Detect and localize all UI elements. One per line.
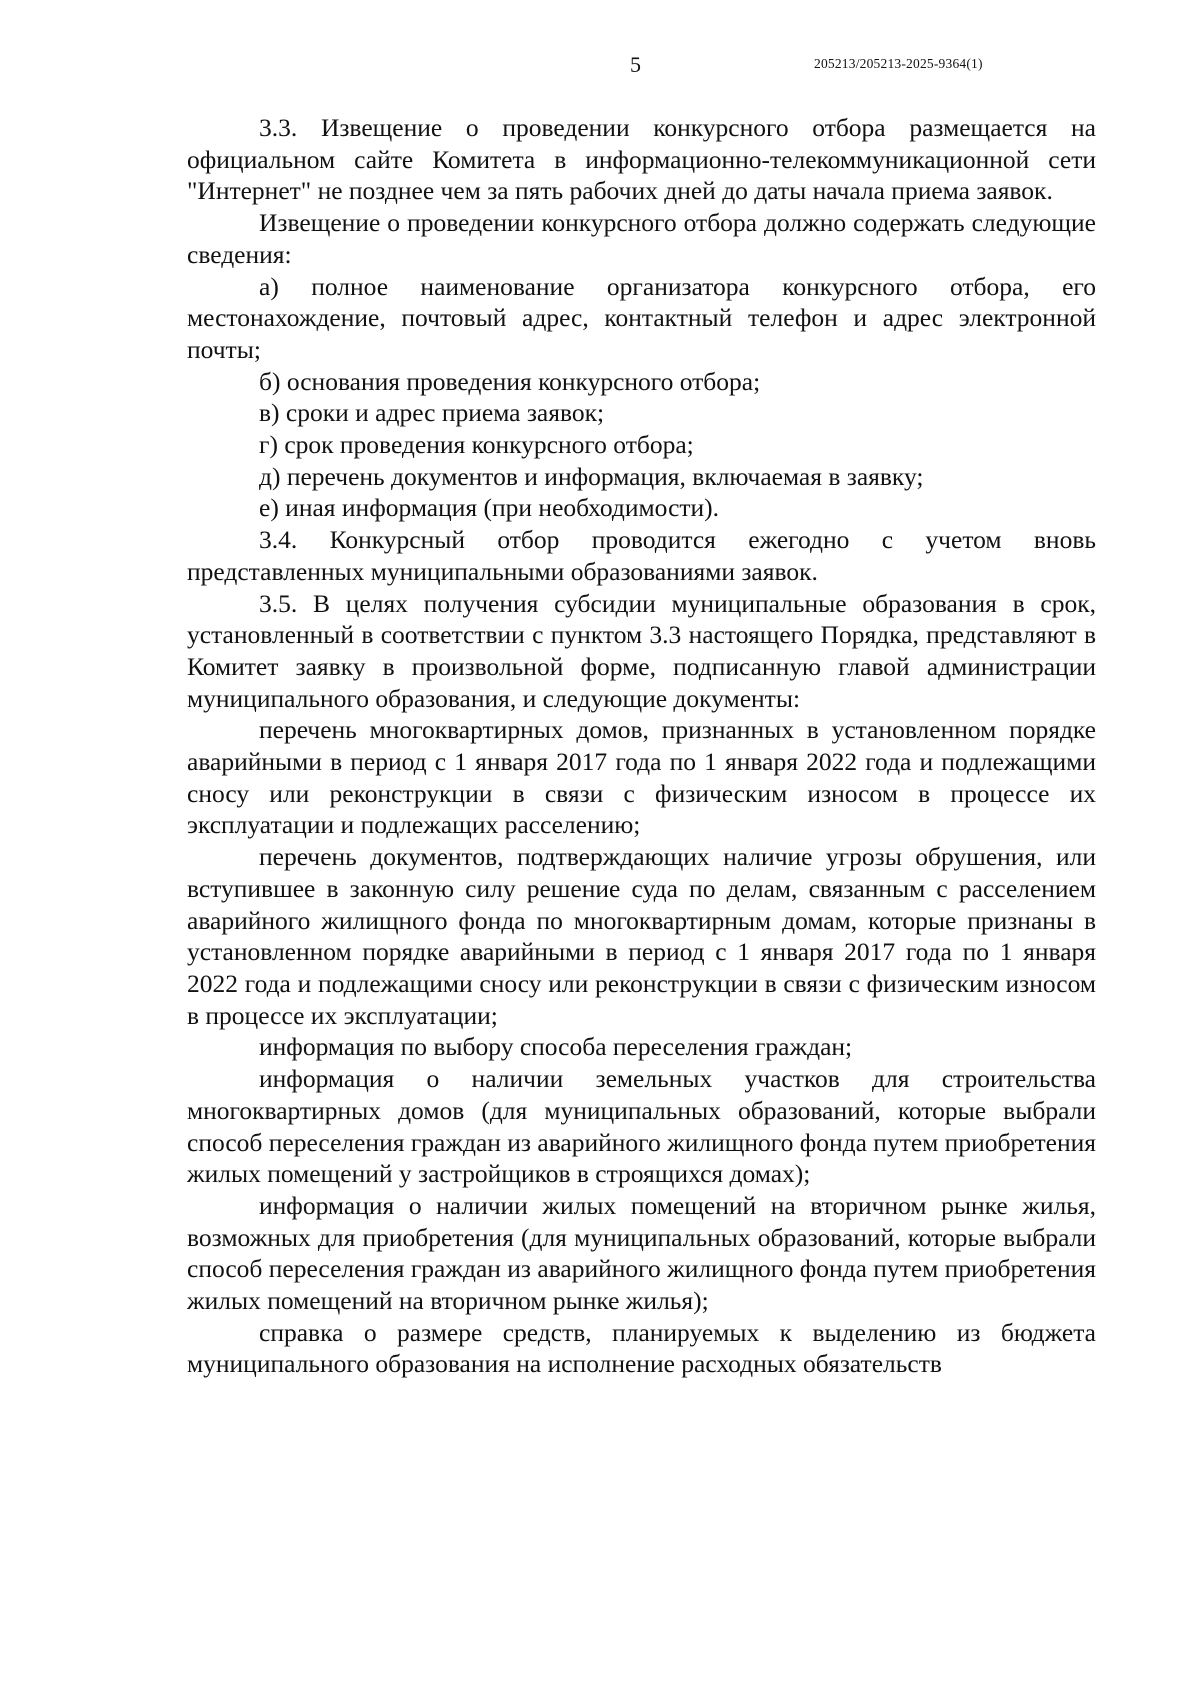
list-item-a: а) полное наименование организатора конкурсного отбора, его местонахождение, почтовый адрес, контактный телефон и адрес электронной почты;	[187, 271, 1096, 364]
document-item-resettlement-method: информация по выбору способа переселения граждан;	[259, 1032, 853, 1062]
list-item-b: б) основания проведения конкурсного отбора;	[259, 366, 761, 396]
document-item-secondary-market: информация о наличии жилых помещений на вторичном рынке жилья, возможных для приобретения (для муниципальных образований, которые выбрали способ переселения граждан из аварийного жилищного фонда путем приобретения жилых помещений на вторичном рынке жилья);	[187, 1190, 1096, 1316]
page-number: 5	[630, 52, 641, 77]
document-item-collapse-threat: перечень документов, подтверждающих наличие угрозы обрушения, или вступившее в законную силу решение суда по делам, связанным с расселением аварийного жилищного фонда по многоквартирным домам, которые признаны в установленном порядке аварийными в период с 1 января 2017 года по 1 января 2022 года и подлежащими сносу или реконструкции в связи с физическим износом в процессе их эксплуатации;	[187, 842, 1096, 1030]
document-body	[187, 112, 1096, 1380]
list-item-g: г) срок проведения конкурсного отбора;	[259, 430, 694, 460]
document-item-land-plots: информация о наличии земельных участков для строительства многоквартирных домов (для муниципальных образований, которые выбрали способ переселения граждан из аварийного жилищного фонда путем приобретения жилых помещений у застройщиков в строящихся домах);	[187, 1064, 1096, 1189]
document-item-houses-list: перечень многоквартирных домов, признанных в установленном порядке аварийными в период с 1 января 2017 года по 1 января 2022 года и подлежащими сносу или реконструкции в связи с физическим износом в процессе их эксплуатации и подлежащих расселению;	[187, 715, 1096, 840]
paragraph-notice-contents: Извещение о проведении конкурсного отбора должно содержать следующие сведения:	[187, 208, 1096, 269]
paragraph-3-4: 3.4. Конкурсный отбор проводится ежегодно с учетом вновь представленных муниципальными образованиями заявок.	[187, 525, 1096, 586]
document-id: 205213/205213-2025-9364(1)	[814, 56, 983, 71]
list-item-d: д) перечень документов и информация, включаемая в заявку;	[259, 461, 924, 491]
paragraph-3-3: 3.3. Извещение о проведении конкурсного отбора размещается на официальном сайте Комитета в информационно-телекоммуникационной сети "Интернет" не позднее чем за пять рабочих дней до даты начала приема заявок.	[187, 113, 1096, 206]
list-item-v: в) сроки и адрес приема заявок;	[259, 398, 605, 428]
document-item-budget-reference: справка о размере средств, планируемых к выделению из бюджета муниципального образования на исполнение расходных обязательств	[187, 1317, 1096, 1379]
list-item-e: е) иная информация (при необходимости).	[259, 493, 720, 523]
paragraph-3-5: 3.5. В целях получения субсидии муниципальные образования в срок, установленный в соответствии с пунктом 3.3 настоящего Порядка, представляют в Комитет заявку в произвольной форме, подписанную главой администрации муниципального образования, и следующие документы:	[187, 588, 1096, 713]
